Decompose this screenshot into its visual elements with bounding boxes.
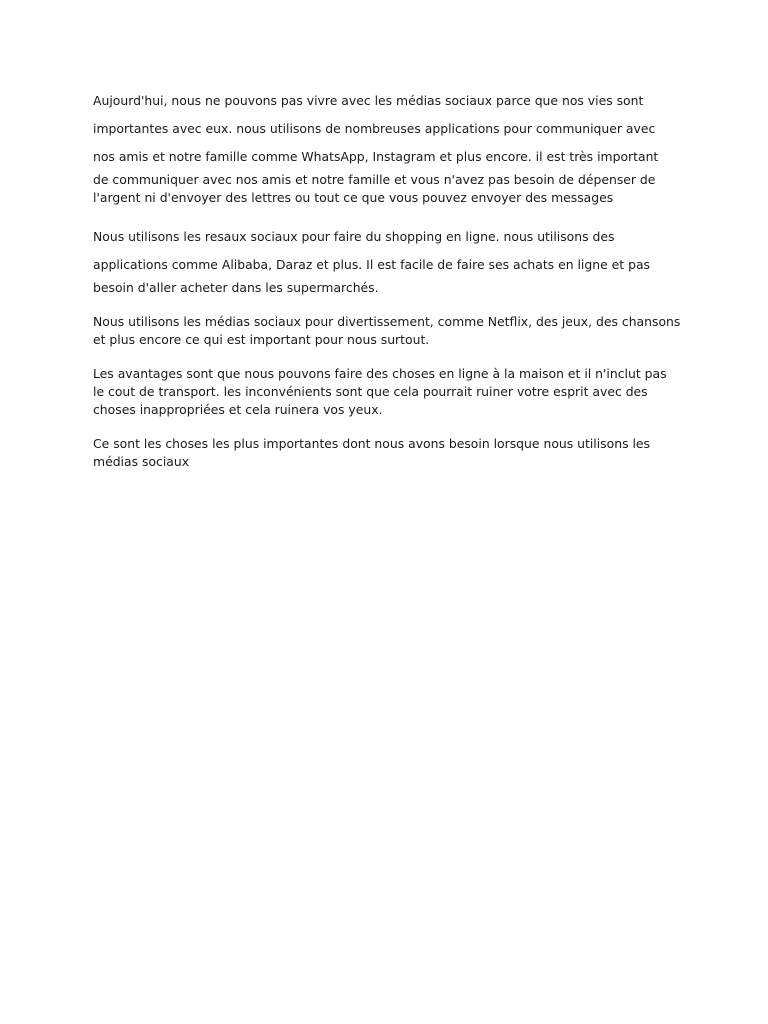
paragraph-line: médias sociaux [93, 454, 190, 469]
paragraph-line: l'argent ni d'envoyer des lettres ou tout ce que vous pouvez envoyer des messages [93, 190, 614, 205]
paragraph-2 [93, 223, 683, 297]
paragraph-line: Les avantages sont que nous pouvons faire des choses en ligne à la maison et il n'inclut pas [93, 366, 667, 381]
paragraph-spacer [93, 419, 683, 435]
paragraph-1 [93, 87, 683, 207]
paragraph-line: Nous utilisons les resaux sociaux pour faire du shopping en ligne. nous utilisons des [93, 229, 615, 244]
paragraph-line: et plus encore ce qui est important pour nous surtout. [93, 332, 430, 347]
paragraph-line: applications comme Alibaba, Daraz et plus. Il est facile de faire ses achats en ligne et pas [93, 257, 650, 272]
paragraph-3 [93, 313, 683, 349]
paragraph-spacer [93, 297, 683, 313]
paragraph-line: nos amis et notre famille comme WhatsApp, Instagram et plus encore. il est très important [93, 149, 659, 164]
paragraph-line: besoin d'aller acheter dans les supermarchés. [93, 280, 379, 295]
paragraph-line: importantes avec eux. nous utilisons de nombreuses applications pour communiquer avec [93, 121, 656, 136]
paragraph-line: Ce sont les choses les plus importantes dont nous avons besoin lorsque nous utilisons les [93, 436, 650, 451]
paragraph-line: Nous utilisons les médias sociaux pour divertissement, comme Netflix, des jeux, des chansons [93, 314, 681, 329]
paragraph-5 [93, 435, 683, 471]
document-body [93, 87, 683, 471]
paragraph-spacer [93, 349, 683, 365]
paragraph-line: le cout de transport. les inconvénients sont que cela pourrait ruiner votre esprit avec des [93, 384, 648, 399]
paragraph-line: de communiquer avec nos amis et notre famille et vous n'avez pas besoin de dépenser de [93, 172, 656, 187]
paragraph-4 [93, 365, 683, 419]
paragraph-line: Aujourd'hui, nous ne pouvons pas vivre avec les médias sociaux parce que nos vies sont [93, 93, 644, 108]
paragraph-spacer [93, 207, 683, 223]
paragraph-line: choses inappropriées et cela ruinera vos yeux. [93, 402, 383, 417]
